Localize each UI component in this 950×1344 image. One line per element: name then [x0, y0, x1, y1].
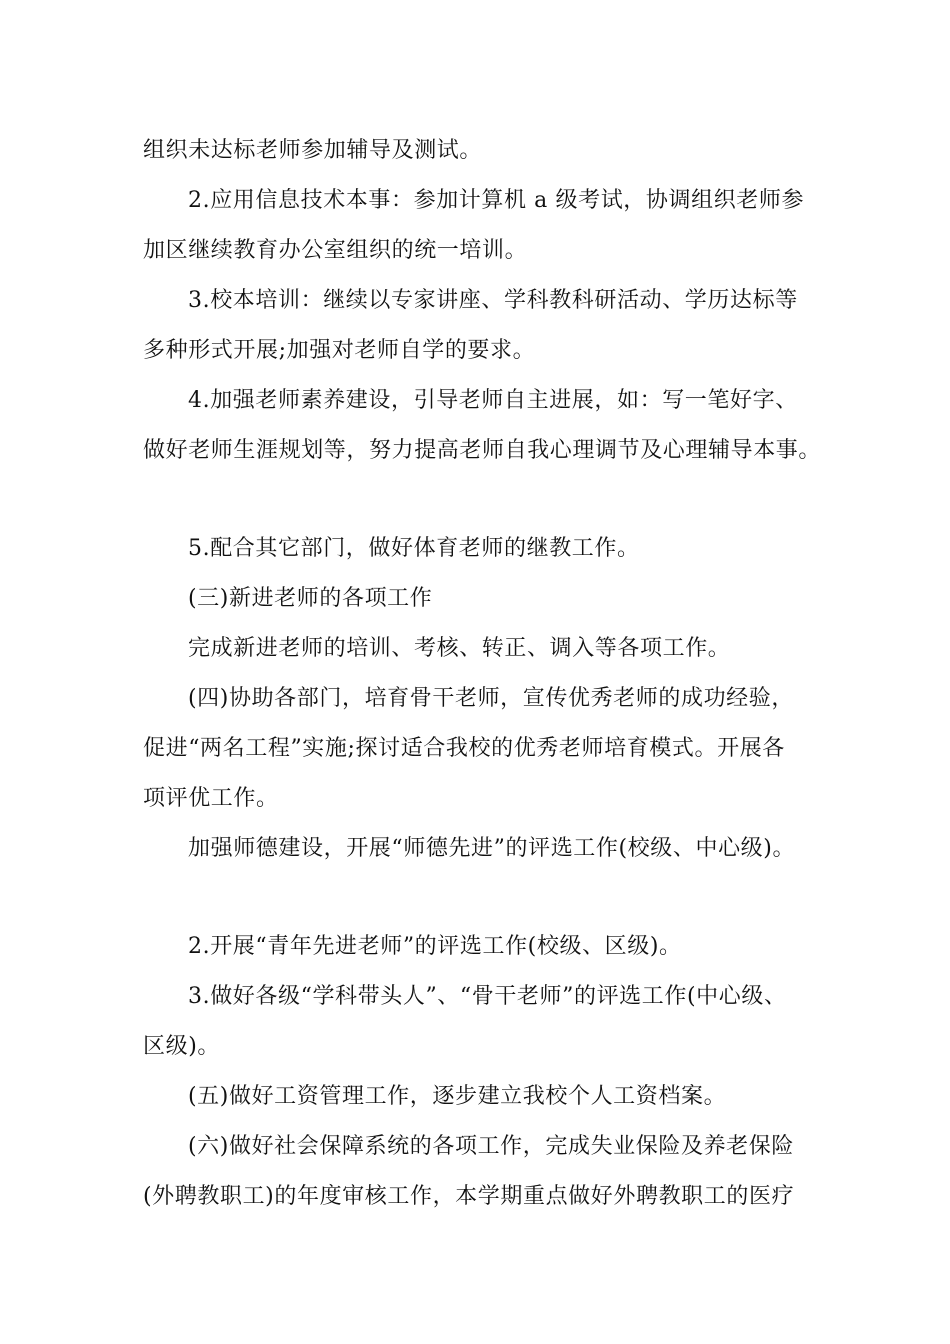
- paragraph-line: 3.校本培训：继续以专家讲座、学科教科研活动、学历达标等: [188, 288, 798, 313]
- paragraph-line: 组织未达标老师参加辅导及测试。: [143, 138, 483, 163]
- paragraph-line: 5.配合其它部门，做好体育老师的继教工作。: [188, 536, 640, 561]
- paragraph-line: 项评优工作。: [143, 786, 279, 811]
- paragraph-line: 促进“两名工程”实施;探讨适合我校的优秀老师培育模式。开展各: [143, 736, 785, 761]
- paragraph-line: 做好老师生涯规划等，努力提高老师自我心理调节及心理辅导本事。: [143, 438, 822, 463]
- paragraph-line: 4.加强老师素养建设，引导老师自主进展，如：写一笔好字、: [188, 388, 798, 413]
- paragraph-line: 3.做好各级“学科带头人”、“骨干老师”的评选工作(中心级、: [188, 984, 787, 1009]
- paragraph-line: 加强师德建设，开展“师德先进”的评选工作(校级、中心级)。: [188, 836, 796, 861]
- paragraph-line: 完成新进老师的培训、考核、转正、调入等各项工作。: [188, 636, 731, 661]
- paragraph-line: 区级)。: [143, 1034, 220, 1059]
- paragraph-line: (外聘教职工)的年度审核工作，本学期重点做好外聘教职工的医疗: [143, 1184, 795, 1209]
- paragraph-line: (五)做好工资管理工作，逐步建立我校个人工资档案。: [188, 1084, 727, 1109]
- paragraph-line: (六)做好社会保障系统的各项工作，完成失业保险及养老保险: [188, 1134, 794, 1159]
- paragraph-line: 多种形式开展;加强对老师自学的要求。: [143, 338, 536, 363]
- paragraph-line: 2.应用信息技术本事：参加计算机 a 级考试，协调组织老师参: [188, 188, 805, 213]
- paragraph-line: 加区继续教育办公室组织的统一培训。: [143, 238, 528, 263]
- paragraph-line: (四)协助各部门，培育骨干老师，宣传优秀老师的成功经验，: [188, 686, 794, 711]
- section-heading: (三)新进老师的各项工作: [188, 586, 433, 611]
- paragraph-line: 2.开展“青年先进老师”的评选工作(校级、区级)。: [188, 934, 682, 959]
